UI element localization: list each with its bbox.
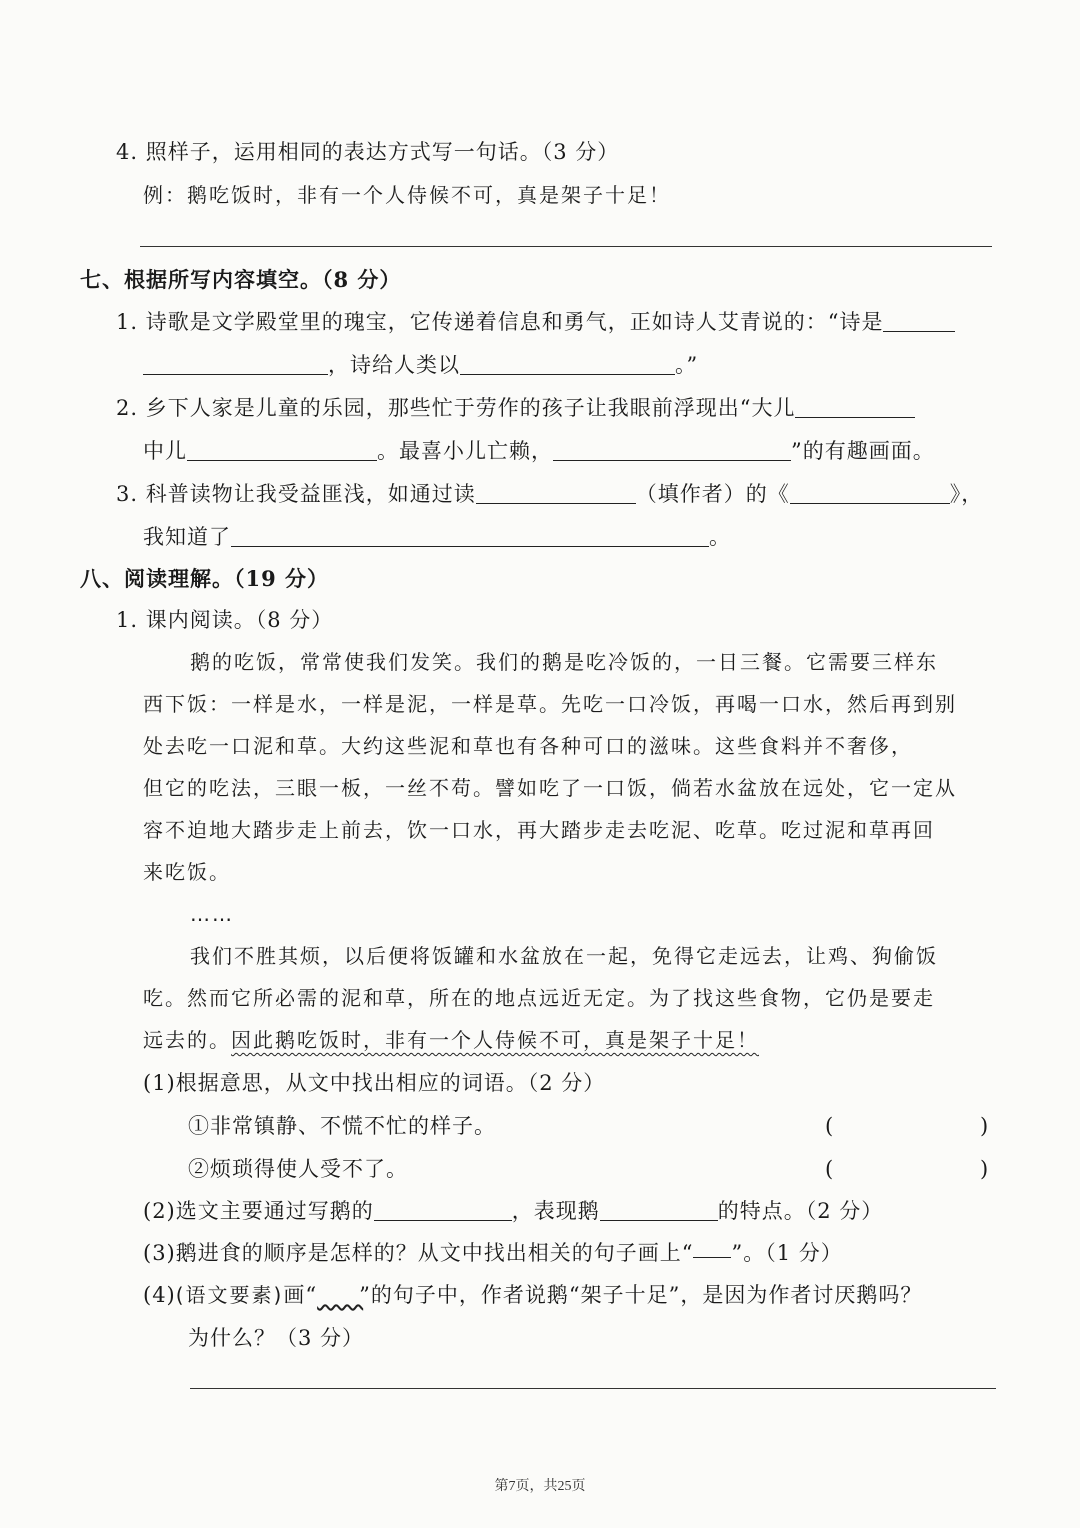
sec7-item3-text-b: （填作者）的《 [635,482,790,506]
q1-item-a: ①非常镇静、不慌不忙的样子。 [188,1114,496,1138]
sec7-item3-line1 [116,480,983,508]
sec7-item1-blank1[interactable] [883,311,955,332]
sec8-title: 八、阅读理解。（19 分） [80,566,330,591]
q4-answer-line[interactable] [190,1388,996,1389]
passage-plain-text: 远去的。 [143,1028,231,1052]
q2-text-b: ，表现鹅 [511,1199,600,1223]
q4-tag: (语文要素) [175,1283,284,1307]
sec7-item2-text-b: 中儿 [143,439,187,463]
sec7-item3-book-blank[interactable] [790,483,950,504]
q2-line [143,1197,883,1225]
q4-text-c: ”的句子中，作者说鹅“架子十足”，是因为作者讨厌鹅吗？ [359,1283,923,1307]
q4-wavy-mark [317,1281,359,1309]
q1-item-b: ②烦琐得使人受不了。 [188,1157,408,1181]
sec7-item3-text-c: 》， [949,482,984,506]
q2-blank2[interactable] [600,1200,718,1221]
passage-line: 我们不胜其烦，以后便将饭罐和水盆放在一起，免得它走远去，让鸡、狗偷饭 [190,944,938,968]
q3-line [143,1239,843,1267]
sec7-item2-blank3[interactable] [553,440,791,461]
passage-line: 但它的吃法，三眼一板，一丝不苟。譬如吃了一口饭，倘若水盆放在远处，它一定从 [143,776,957,800]
sec7-item3-text-a: 3. 科普读物让我受益匪浅，如通过读 [116,482,476,506]
q3-text-b: ”。（1 分） [731,1241,843,1265]
sec7-item3-learned-blank[interactable] [231,526,709,547]
sec7-item3-text-e: 。 [709,525,731,549]
q2-text-a: (2)选文主要通过写鹅的 [143,1199,374,1223]
sec7-item1-text-b: ，诗给人类以 [328,353,460,377]
q3-underline-mark [693,1257,731,1258]
passage-line-last [143,1026,759,1054]
q1-b-close-paren: ) [980,1157,989,1181]
passage-wavy-sentence: 因此鹅吃饭时，非有一个人侍候不可，真是架子十足！ [231,1028,759,1052]
passage-ellipsis: …… [190,902,234,926]
sec7-item2-text-a: 2. 乡下人家是儿童的乐园，那些忙于劳作的孩子让我眼前浮现出“大儿 [116,396,796,420]
sec7-item1-line1 [116,308,955,336]
q4-num: (4) [143,1283,176,1307]
q2-blank1[interactable] [374,1200,512,1221]
sec7-item2-blank2[interactable] [187,440,377,461]
page-footer: 第7页，共25页 [494,1479,586,1494]
q4-line1 [143,1281,922,1309]
q1-a-open-paren: ( [825,1114,834,1138]
sec8-sub1: 1. 课内阅读。（8 分） [116,608,334,632]
sec7-item2-line1 [116,394,915,422]
passage-line: 容不迫地大踏步走上前去，饮一口水，再大踏步走去吃泥、吃草。吃过泥和草再回 [143,818,935,842]
sec7-item1-text-c: 。” [675,353,699,377]
sec7-item3-text-d: 我知道了 [143,525,231,549]
passage-line: 来吃饭。 [143,860,231,884]
sec7-title: 七、根据所写内容填空。（8 分） [80,267,402,292]
q1-a-close-paren: ) [980,1114,989,1138]
q4-line2: 为什么？（3 分） [188,1326,365,1350]
q1-b-open-paren: ( [825,1157,834,1181]
sec7-item2-blank1[interactable] [795,397,915,418]
sec7-item1-blank2[interactable] [460,354,675,375]
q1-title: (1)根据意思，从文中找出相应的词语。（2 分） [143,1071,606,1095]
q2-text-c: 的特点。（2 分） [717,1199,884,1223]
sec7-item1-text-a: 1. 诗歌是文学殿堂里的瑰宝，它传递着信息和勇气，正如诗人艾青说的：“诗是 [116,310,884,334]
sec7-item2-text-c: 。最喜小儿亡赖， [377,439,553,463]
q3-text-a: (3)鹅进食的顺序是怎样的？从文中找出相关的句子画上“ [143,1241,694,1265]
sec7-item1-blank1-cont[interactable] [143,354,328,375]
passage-line: 鹅的吃饭，常常使我们发笑。我们的鹅是吃冷饭的，一日三餐。它需要三样东 [190,650,938,674]
sec7-item3-author-blank[interactable] [476,483,636,504]
sec7-item3-line2 [143,523,731,551]
q4-title: 4. 照样子，运用相同的表达方式写一句话。（3 分） [116,140,620,164]
q4-answer-line[interactable] [140,246,992,247]
sec7-item2-line2 [143,437,935,465]
q4-text-b: 画“ [283,1283,318,1307]
passage-line: 处去吃一口泥和草。大约这些泥和草也有各种可口的滋味。这些食料并不奢侈， [143,734,913,758]
passage-line: 吃。然而它所必需的泥和草，所在的地点远近无定。为了找这些食物，它仍是要走 [143,986,935,1010]
sec7-item1-line2 [143,351,698,379]
sec7-item2-text-d: ”的有趣画面。 [791,439,935,463]
q4-example: 例：鹅吃饭时，非有一个人侍候不可，真是架子十足！ [143,183,671,207]
passage-line: 西下饭：一样是水，一样是泥，一样是草。先吃一口冷饭，再喝一口水，然后再到别 [143,692,957,716]
